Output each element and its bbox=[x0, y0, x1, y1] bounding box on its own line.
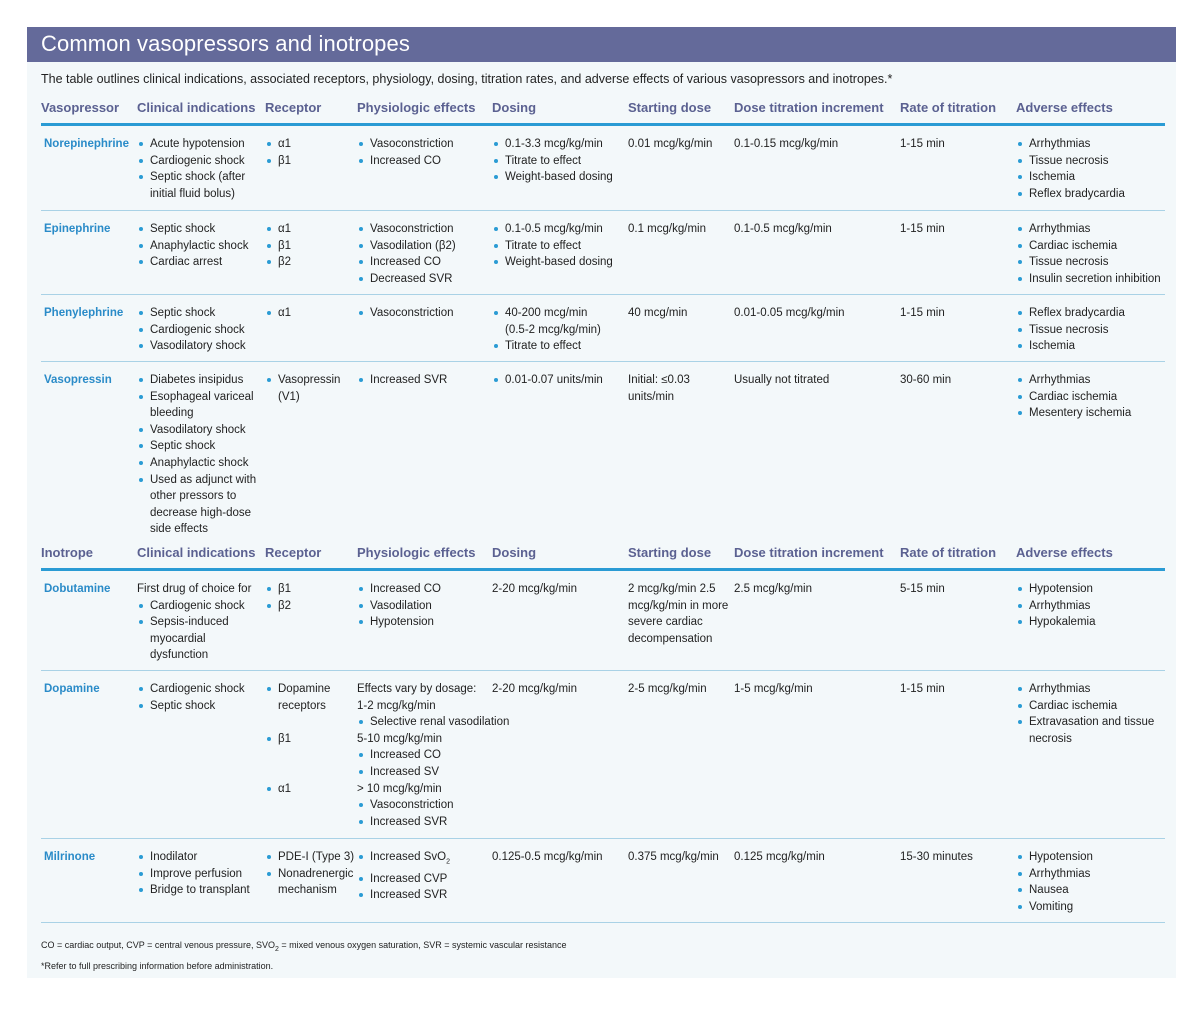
list-item: α1 bbox=[265, 221, 353, 238]
starting-dose: 0.375 mcg/kg/min bbox=[628, 851, 719, 863]
list-item: Vasopressin (V1) bbox=[265, 372, 337, 405]
list-item: Titrate to effect bbox=[492, 338, 610, 355]
col-header-rate: Rate of titration bbox=[900, 100, 997, 115]
starting-dose: 2-5 mcg/kg/min bbox=[628, 683, 707, 695]
list-item: Cardiogenic shock bbox=[137, 598, 261, 615]
list-item: Tissue necrosis bbox=[1016, 153, 1166, 170]
titration-rate: 1-15 min bbox=[900, 223, 945, 235]
drug-name: Vasopressin bbox=[44, 374, 112, 386]
physio-list bbox=[357, 305, 489, 322]
drug-name: Epinephrine bbox=[44, 223, 111, 235]
list-item: PDE-I (Type 3) bbox=[265, 849, 355, 866]
list-item: Septic shock bbox=[137, 305, 261, 322]
titration-increment: 0.01-0.05 mcg/kg/min bbox=[734, 307, 845, 319]
list-item: Tissue necrosis bbox=[1016, 254, 1166, 271]
table-row bbox=[41, 362, 1165, 538]
list-item: Vasoconstriction bbox=[357, 305, 489, 322]
physio-list bbox=[357, 714, 510, 731]
list-item: Mesentery ischemia bbox=[1016, 405, 1166, 422]
list-item: Septic shock bbox=[137, 438, 261, 455]
col-header-physio: Physiologic effects bbox=[357, 100, 476, 115]
physio-block bbox=[357, 681, 510, 830]
list-item: Cardiogenic shock bbox=[137, 153, 261, 170]
indications-list bbox=[137, 681, 261, 714]
subscript: 2 bbox=[274, 945, 279, 953]
list-item: Vasodilation (β2) bbox=[357, 238, 489, 255]
adverse-list bbox=[1016, 372, 1166, 422]
list-item: Cardiac ischemia bbox=[1016, 238, 1166, 255]
list-item: Hypotension bbox=[1016, 849, 1166, 866]
list-item: Extravasation and tissue necrosis bbox=[1016, 714, 1156, 747]
starting-dose: 0.01 mcg/kg/min bbox=[628, 138, 713, 150]
footnotes bbox=[41, 937, 567, 974]
table-row bbox=[41, 126, 1165, 211]
list-item: Arrhythmias bbox=[1016, 681, 1156, 698]
list-item: Vasoconstriction bbox=[357, 136, 489, 153]
list-item: Cardiogenic shock bbox=[137, 681, 261, 698]
list-item: Reflex bradycardia bbox=[1016, 305, 1166, 322]
adverse-list bbox=[1016, 849, 1166, 915]
svo2-label: Increased SvO bbox=[370, 851, 447, 863]
list-item: Hypokalemia bbox=[1016, 614, 1166, 631]
receptor-list bbox=[265, 581, 353, 614]
list-item: Used as adjunct with other pressors to decrease high-dose side effects bbox=[137, 472, 261, 538]
title-bar bbox=[27, 27, 1176, 62]
physio-lead: Effects vary by dosage: bbox=[357, 683, 477, 695]
starting-dose: 0.1 mcg/kg/min bbox=[628, 223, 706, 235]
titration-rate: 30-60 min bbox=[900, 374, 952, 386]
list-item: Increased CO bbox=[357, 153, 489, 170]
adverse-list bbox=[1016, 136, 1166, 202]
list-item: Insulin secretion inhibition bbox=[1016, 271, 1166, 288]
indications-list bbox=[137, 305, 261, 355]
list-item: Nausea bbox=[1016, 882, 1166, 899]
indications-lead: First drug of choice for bbox=[137, 583, 252, 595]
list-item: α1 bbox=[265, 305, 353, 322]
col-header-receptor: Receptor bbox=[265, 100, 322, 115]
list-item: Increased SV bbox=[357, 764, 507, 781]
receptor-list bbox=[265, 305, 353, 322]
list-item: Arrhythmias bbox=[1016, 372, 1166, 389]
list-item: Titrate to effect bbox=[492, 153, 624, 170]
drug-name: Dopamine bbox=[44, 683, 100, 695]
indications-block bbox=[137, 581, 261, 664]
list-item: Vomiting bbox=[1016, 899, 1166, 916]
inotrope-header-row bbox=[41, 538, 1165, 571]
col-header-drug: Inotrope bbox=[41, 545, 93, 560]
receptor-list bbox=[265, 221, 353, 271]
physio-list bbox=[357, 136, 489, 169]
table-row bbox=[41, 671, 1165, 839]
list-item: Bridge to transplant bbox=[137, 882, 261, 899]
list-item: 0.01-0.07 units/min bbox=[492, 372, 624, 389]
list-item: Cardiac ischemia bbox=[1016, 698, 1156, 715]
titration-rate: 1-15 min bbox=[900, 307, 945, 319]
list-item: Hypotension bbox=[357, 614, 489, 631]
list-item: 0.1-3.3 mcg/kg/min bbox=[492, 136, 624, 153]
indications-list bbox=[137, 221, 261, 271]
list-item: Arrhythmias bbox=[1016, 221, 1166, 238]
dosing-list bbox=[492, 305, 610, 355]
physio-list bbox=[357, 797, 507, 830]
list-item: Improve perfusion bbox=[137, 866, 261, 883]
list-item: Increased SVR bbox=[357, 814, 507, 831]
list-item: Weight-based dosing bbox=[492, 169, 624, 186]
list-item: Ischemia bbox=[1016, 169, 1166, 186]
col-header-start: Starting dose bbox=[628, 100, 712, 115]
titration-increment: Usually not titrated bbox=[734, 374, 830, 386]
list-item: Vasodilatory shock bbox=[137, 338, 261, 355]
adverse-list bbox=[1016, 221, 1166, 287]
titration-increment: 0.1-0.5 mcg/kg/min bbox=[734, 223, 832, 235]
list-item: Vasoconstriction bbox=[357, 221, 489, 238]
col-header-indications: Clinical indications bbox=[137, 545, 256, 560]
table-card bbox=[27, 27, 1176, 978]
titration-increment: 2.5 mcg/kg/min bbox=[734, 583, 812, 595]
list-item: 40-200 mcg/min (0.5-2 mcg/kg/min) bbox=[492, 305, 610, 338]
col-header-drug: Vasopressor bbox=[41, 100, 120, 115]
list-item: Hypotension bbox=[1016, 581, 1166, 598]
list-item: α1 bbox=[265, 781, 341, 798]
list-item: Arrhythmias bbox=[1016, 598, 1166, 615]
col-header-receptor: Receptor bbox=[265, 545, 322, 560]
abbreviations-footnote bbox=[41, 937, 567, 958]
list-item: Increased CO bbox=[357, 581, 489, 598]
list-item: β2 bbox=[265, 254, 353, 271]
starting-dose: Initial: ≤0.03 units/min bbox=[628, 374, 690, 403]
list-item: Anaphylactic shock bbox=[137, 238, 261, 255]
list-item: Cardiac arrest bbox=[137, 254, 261, 271]
titration-rate: 1-15 min bbox=[900, 683, 945, 695]
receptor-list bbox=[265, 136, 353, 169]
list-item: Sepsis-induced myocardial dysfunction bbox=[137, 614, 261, 664]
indications-list bbox=[137, 598, 261, 664]
list-item: Decreased SVR bbox=[357, 271, 489, 288]
col-header-rate: Rate of titration bbox=[900, 545, 997, 560]
reference-footnote: *Refer to full prescribing information before administration. bbox=[41, 960, 274, 971]
dose-range-label: 5-10 mcg/kg/min bbox=[357, 732, 443, 745]
physio-list bbox=[357, 747, 507, 780]
indications-list bbox=[137, 136, 261, 202]
dosing-list bbox=[492, 136, 624, 186]
dosing: 0.125-0.5 mcg/kg/min bbox=[492, 851, 603, 863]
drug-name: Milrinone bbox=[44, 851, 96, 863]
table-row bbox=[41, 295, 1165, 362]
list-item: Esophageal variceal bleeding bbox=[137, 389, 261, 422]
list-item: Ischemia bbox=[1016, 338, 1166, 355]
adverse-list bbox=[1016, 581, 1166, 631]
receptor-list bbox=[265, 849, 355, 899]
indications-list bbox=[137, 372, 261, 538]
dosing: 2-20 mcg/kg/min bbox=[492, 683, 578, 695]
table-row bbox=[41, 839, 1165, 923]
list-item: Anaphylactic shock bbox=[137, 455, 261, 472]
physio-list bbox=[357, 221, 489, 287]
physio-list bbox=[357, 849, 489, 904]
list-item: β2 bbox=[265, 598, 353, 615]
starting-dose: 2 mcg/kg/min 2.5 mcg/kg/min in more severe cardiac decompensation bbox=[628, 583, 729, 645]
vasopressor-header-row bbox=[41, 93, 1165, 126]
col-header-increment: Dose titration increment bbox=[734, 545, 884, 560]
list-item: Septic shock bbox=[137, 221, 261, 238]
list-item: α1 bbox=[265, 136, 353, 153]
table-row bbox=[41, 571, 1165, 671]
titration-increment: 0.1-0.15 mcg/kg/min bbox=[734, 138, 839, 150]
list-item: β1 bbox=[265, 153, 353, 170]
indications-list bbox=[137, 849, 261, 899]
col-header-adverse: Adverse effects bbox=[1016, 100, 1113, 115]
receptor-list bbox=[265, 681, 341, 797]
list-item: Vasoconstriction bbox=[357, 797, 507, 814]
list-item: β1 bbox=[265, 581, 353, 598]
list-item: β1 bbox=[265, 731, 341, 748]
list-item: Vasodilation bbox=[357, 598, 489, 615]
intro-text: The table outlines clinical indications, associated receptors, physiology, dosing, titration rates, and adverse effects of various vasopressors and inotropes.* bbox=[41, 72, 893, 86]
page-title: Common vasopressors and inotropes bbox=[41, 31, 410, 56]
list-item: Selective renal vasodilation bbox=[357, 714, 507, 731]
list-item: β1 bbox=[265, 238, 353, 255]
dosing-list bbox=[492, 221, 624, 271]
physio-list bbox=[357, 372, 489, 389]
list-item: Vasodilatory shock bbox=[137, 422, 261, 439]
col-header-adverse: Adverse effects bbox=[1016, 545, 1113, 560]
subscript: 2 bbox=[446, 858, 450, 866]
starting-dose: 40 mcg/min bbox=[628, 307, 688, 319]
titration-increment: 0.125 mcg/kg/min bbox=[734, 851, 825, 863]
col-header-physio: Physiologic effects bbox=[357, 545, 476, 560]
titration-rate: 1-15 min bbox=[900, 138, 945, 150]
adverse-list bbox=[1016, 305, 1166, 355]
titration-increment: 1-5 mcg/kg/min bbox=[734, 683, 813, 695]
receptor-list bbox=[265, 372, 341, 405]
dose-range-label: 1-2 mcg/kg/min bbox=[357, 699, 436, 712]
list-item: Septic shock bbox=[137, 698, 261, 715]
drug-table bbox=[41, 93, 1165, 923]
list-item: Increased CO bbox=[357, 254, 489, 271]
list-item bbox=[357, 849, 489, 871]
list-item: Diabetes insipidus bbox=[137, 372, 261, 389]
titration-rate: 15-30 minutes bbox=[900, 851, 973, 863]
list-item: Dopamine receptors bbox=[265, 681, 341, 714]
list-item: Tissue necrosis bbox=[1016, 322, 1166, 339]
table-row bbox=[41, 211, 1165, 295]
list-item: Cardiogenic shock bbox=[137, 322, 261, 339]
list-item: Nonadrenergic mechanism bbox=[265, 866, 355, 899]
col-header-dosing: Dosing bbox=[492, 545, 537, 560]
adverse-list bbox=[1016, 681, 1156, 747]
list-item: Reflex bradycardia bbox=[1016, 186, 1166, 203]
list-item: Increased SVR bbox=[357, 887, 489, 904]
list-item: 0.1-0.5 mcg/kg/min bbox=[492, 221, 624, 238]
dosing: 2-20 mcg/kg/min bbox=[492, 583, 578, 595]
abbrev-text: = mixed venous oxygen saturation, SVR = systemic vascular resistance bbox=[278, 940, 567, 950]
drug-name: Norepinephrine bbox=[44, 138, 129, 150]
col-header-increment: Dose titration increment bbox=[734, 100, 884, 115]
list-item: Arrhythmias bbox=[1016, 866, 1166, 883]
list-item: Arrhythmias bbox=[1016, 136, 1166, 153]
list-item: Titrate to effect bbox=[492, 238, 624, 255]
drug-name: Phenylephrine bbox=[44, 307, 124, 319]
col-header-dosing: Dosing bbox=[492, 100, 537, 115]
list-item: Inodilator bbox=[137, 849, 261, 866]
list-item: Weight-based dosing bbox=[492, 254, 624, 271]
list-item: Increased SVR bbox=[357, 372, 489, 389]
list-item: Septic shock (after initial fluid bolus) bbox=[137, 169, 261, 202]
list-item: Increased CVP bbox=[357, 871, 489, 888]
abbrev-text: CO = cardiac output, CVP = central venous pressure, SVO bbox=[41, 940, 275, 950]
drug-name: Dobutamine bbox=[44, 583, 111, 595]
dose-range-label: > 10 mcg/kg/min bbox=[357, 782, 442, 795]
physio-list bbox=[357, 581, 489, 631]
titration-rate: 5-15 min bbox=[900, 583, 945, 595]
dosing-list bbox=[492, 372, 624, 389]
col-header-start: Starting dose bbox=[628, 545, 712, 560]
col-header-indications: Clinical indications bbox=[137, 100, 256, 115]
list-item: Cardiac ischemia bbox=[1016, 389, 1166, 406]
list-item: Acute hypotension bbox=[137, 136, 261, 153]
list-item: Increased CO bbox=[357, 747, 507, 764]
